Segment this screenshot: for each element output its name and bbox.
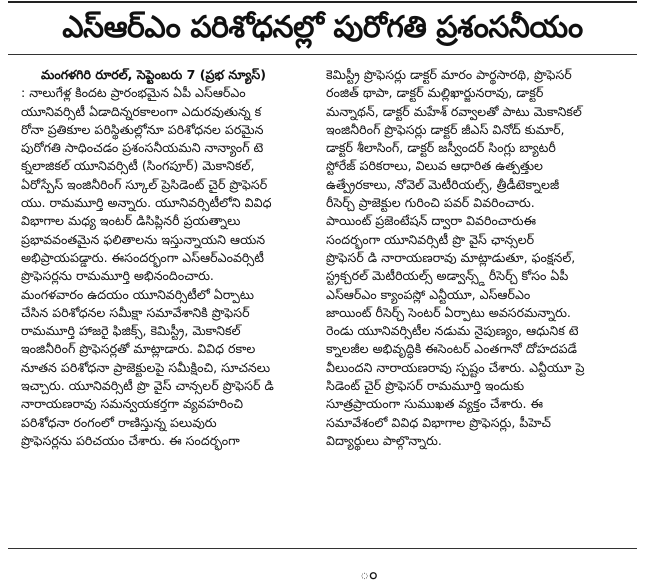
text-line: యూనివర్సిటీ ఏడాదిన్నరకాలంగా ఎదురవుతున్న క xyxy=(21,103,262,119)
headline: ఎస్ఆర్ఎం పరిశోధనల్లో పురోగతి ప్రశంసనీయం xyxy=(62,10,583,45)
text-line: : నాలుగేళ్ల కిందట ప్రారంభమైన ఏపీ ఎస్ఆర్ఎం xyxy=(21,85,246,101)
text-line: సిడెంట్ చైర్ ప్రొఫెసర్ రామమూర్తి ఇందుకు xyxy=(326,378,525,394)
text-line: ప్రభావవంతమైన ఫలితాలను ఇస్తున్నాయని ఆయన xyxy=(21,231,266,247)
text-line: మన్నాథన్, డాక్టర్ మహేశ్ రవ్వాలతో పాటు మెకానికల్ xyxy=(326,103,582,119)
text-line: రెండు యూనివర్సిటీల నడుమ నైపుణ్యం, ఆధునిక టె xyxy=(326,323,579,339)
text-line: మంగళవారం ఉదయం యూనివర్సిటీలో ఏర్పాటు xyxy=(21,286,254,302)
text-line: విభాగాల మధ్య ఇంటర్ డిసిప్లినరీ ప్రయత్నాలు xyxy=(21,213,241,229)
text-line: ప్రొఫెసర్లను రామమూర్తి అభినందించారు. xyxy=(21,268,214,284)
text-line: చేసిన పరిశోధనల సమీక్షా సమావేశానికి ప్రొఫెసర్ xyxy=(21,304,250,320)
text-line: స్టోరేజ్ పరికరాలు, విలువ ఆధారిత ఉత్పత్తుల xyxy=(326,158,543,174)
text-line: రోనా ప్రతికూల పరిస్థితుల్లోనూ పరిశోధనల పరమైన xyxy=(21,121,264,137)
text-line: నారాయణరావు సమన్వయకర్తగా వ్యవహరించి xyxy=(21,396,243,412)
text-line: రంజిత్ థాపా, డాక్టర్ మల్లిఖార్జునరావు, డాక్టర్ xyxy=(326,85,544,101)
article-column-left xyxy=(21,66,317,450)
text-line: రీసెర్చ్ ప్రాజెక్టుల గురించి పవర్ వివరించారు. xyxy=(326,195,535,211)
text-line: సమావేశంలో వివిధ విభాగాల ప్రొఫెసర్లు, పీహెచ్ xyxy=(326,414,551,430)
text-line: వీలుందని నారాయణరావు స్పష్టం చేశారు. ఎన్టీయూ ప్రె xyxy=(326,359,585,375)
cropped-text-fragment: ం xyxy=(360,564,378,583)
text-line: పురోగతి సాధించడం ప్రశంసనీయమని నాన్యాంగ్ టె xyxy=(21,140,264,156)
text-line: డాక్టర్ శీలాసింగ్, డాక్టర్ జస్వీందర్ సింగ్లు బ్యాటరీ xyxy=(326,140,556,156)
article-column-right xyxy=(326,66,626,450)
text-line: స్ట్రక్చరల్ మెటీరియల్స్ అడ్వాన్స్డ్ రీసెర్చ్ కోసం ఏపీ xyxy=(326,268,569,284)
text-line: ఇచ్చారు. యూనివర్సిటీ ప్రొ వైస్ చాన్సలర్ ప్రొఫెసర్ డి xyxy=(21,378,274,394)
text-line: క్నాలజీల అభివృద్ధికి ఈసెంటర్ ఎంతగానో దోహదపడే xyxy=(326,341,577,357)
dateline: మంగళగిరి రూరల్, సెప్టెంబరు 7 (ప్రభ న్యూస్) xyxy=(41,67,266,82)
text-line: ఇంజినీరింగ్ ప్రొఫెసర్లతో మాట్లాడారు. వివిధ రకాల xyxy=(21,341,256,357)
text-line: రామమూర్తి హాజరై ఫిజిక్స్, కెమిస్ట్రీ, మెకానికల్ xyxy=(21,323,241,339)
headline-rule xyxy=(8,54,637,55)
text-line: ఏరోస్పేస్ ఇంజినీరింగ్ స్కూల్ ప్రెసిడెంట్ చైర్ ప్రొఫెసర్ xyxy=(21,176,268,192)
text-line: క్నలాజికల్ యూనివర్సిటీ (సింగపూర్) మెకానికల్, xyxy=(21,158,255,174)
text-line: అభిప్రాయపడ్డారు. ఈసందర్భంగా ఎస్ఆర్ఎంవర్సిటీ xyxy=(21,249,264,265)
text-line: ఉత్ప్రేరకాలు, నోవెల్ మెటీరియల్స్, త్రీడీటెక్నాలజీ xyxy=(326,176,560,192)
text-line: ఇంజినీరింగ్ ప్రొఫెసర్లు డాక్టర్ జీఎస్ వినోద్ కుమార్, xyxy=(326,121,565,137)
text-line: సూత్రప్రాయంగా సుముఖత వ్యక్తం చేశారు. ఈ xyxy=(326,396,543,412)
text-line: ప్రొఫెసర్లను పరిచయం చేశారు. ఈ సందర్భంగా xyxy=(21,432,240,448)
text-line: విద్యార్థులు పాల్గొన్నారు. xyxy=(326,432,442,448)
top-rule xyxy=(8,1,637,3)
text-line: ఎస్ఆర్ఎం క్యాంపస్లో ఎన్టీయూ, ఎస్ఆర్ఎం xyxy=(326,286,531,302)
text-line: నూతన పరిశోధనా ప్రాజెక్టులపై సమీక్షించి, సూచనలు xyxy=(21,359,271,375)
text-line: యు. రామమూర్తి అన్నారు. యూనివర్సిటీలోని వివిధ xyxy=(21,195,272,211)
text-line: ప్రొఫెసర్ డి నారాయణరావు మాట్లాడుతూ, ఫంక్షనల్, xyxy=(326,249,576,265)
text-line: పరిశోధనా రంగంలో రాణిస్తున్న పలువురు xyxy=(21,414,217,430)
text-line: కెమిస్ట్రీ ప్రొఫెసర్లు డాక్టర్ మారం పార్థసారథి, ప్రొఫెసర్ xyxy=(326,67,572,82)
text-line: పాయింట్ ప్రజెంటేషన్ ద్వారా వివరించారుఈ xyxy=(326,213,537,229)
text-line: సందర్భంగా యూనివర్సిటీ ప్రొ వైస్ ఛాన్సలర్ xyxy=(326,231,535,247)
bottom-rule xyxy=(8,548,637,549)
text-line: జాయింట్ రీసెర్చ్ సెంటర్ ఏర్పాటు అవసరమన్నారు. xyxy=(326,304,571,320)
